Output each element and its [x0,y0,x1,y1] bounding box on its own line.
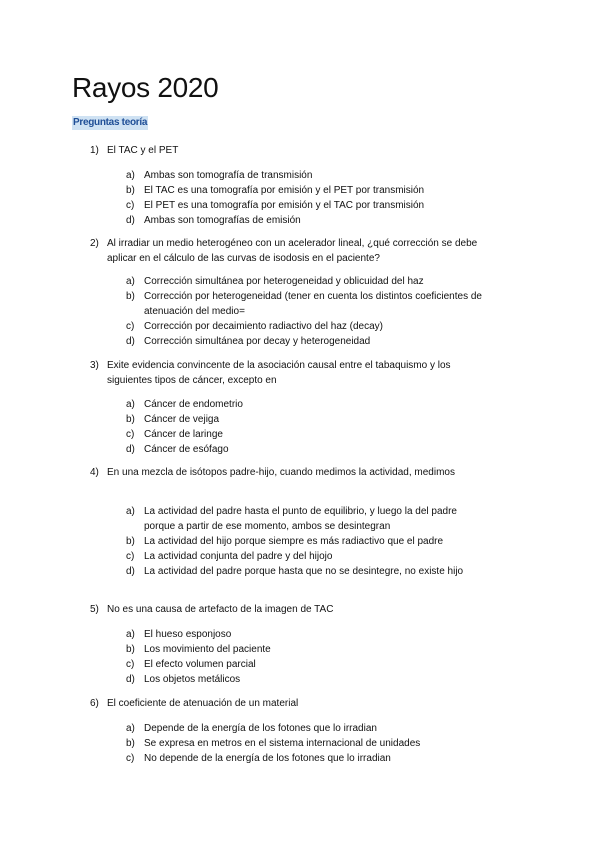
question-text: Exite evidencia convincente de la asociación causal entre el tabaquismo y los siguientes tipos de cáncer, excepto en [107,360,451,386]
question-text: El TAC y el PET [107,145,179,156]
option-letter: a) [126,276,135,287]
option-text: La actividad conjunta del padre y del hijojo [144,551,333,562]
option-letter: b) [126,185,135,196]
question-number: 4) [90,467,99,478]
option-text: Corrección simultánea por heterogeneidad y oblicuidad del haz [144,276,424,287]
section-heading-highlighted[interactable]: Preguntas teoría [73,117,148,128]
option-text: No depende de la energía de los fotones que lo irradian [144,753,391,764]
option-text: Corrección por decaimiento radiactivo del haz (decay) [144,321,384,332]
option-letter: b) [126,738,135,749]
option-text: La actividad del padre porque hasta que no se desintegre, no existe hijo [144,566,464,577]
option-text: El hueso esponjoso [144,629,232,640]
question-text: En una mezcla de isótopos padre-hijo, cuando medimos la actividad, medimos [107,467,455,478]
option-text: Cáncer de vejiga [144,414,220,425]
option-letter: b) [126,414,135,425]
option-letter: a) [126,170,135,181]
option-text: Cáncer de endometrio [144,399,243,410]
question-number: 6) [90,698,99,709]
option-letter: c) [126,659,135,670]
option-letter: d) [126,215,135,226]
option-letter: c) [126,551,135,562]
option-text: Depende de la energía de los fotones que lo irradian [144,723,377,734]
page-title: Rayos 2020 [72,72,219,103]
option-text: El PET es una tomografía por emisión y el TAC por transmisión [144,200,425,211]
option-text: Los movimiento del paciente [144,644,271,655]
option-text: Corrección simultánea por decay y heterogeneidad [144,336,371,347]
question-number: 3) [90,360,99,371]
option-letter: c) [126,753,135,764]
option-letter: b) [126,536,135,547]
option-text: Ambas son tomografía de transmisión [144,170,313,181]
option-text: La actividad del padre hasta el punto de equilibrio, y luego la del padre porque a partir de ese momento, ambos se desintegran [144,506,457,532]
option-letter: a) [126,629,135,640]
option-letter: a) [126,723,135,734]
option-letter: c) [126,429,135,440]
option-letter: c) [126,321,135,332]
option-letter: d) [126,674,135,685]
option-letter: d) [126,444,135,455]
option-letter: a) [126,399,135,410]
option-letter: b) [126,291,135,302]
option-letter: c) [126,200,135,211]
question-number: 2) [90,238,99,249]
option-letter: d) [126,336,135,347]
option-text: El efecto volumen parcial [144,659,256,670]
option-text: La actividad del hijo porque siempre es más radiactivo que el padre [144,536,444,547]
option-text: El TAC es una tomografía por emisión y el PET por transmisión [144,185,425,196]
question-number: 1) [90,145,99,156]
option-text: Se expresa en metros en el sistema internacional de unidades [144,738,421,749]
question-text: El coeficiente de atenuación de un material [107,698,299,709]
option-text: Cáncer de esófago [144,444,229,455]
question-number: 5) [90,604,99,615]
question-text: Al irradiar un medio heterogéneo con un acelerador lineal, ¿qué corrección se debe aplicar en el cálculo de las curvas de isodosis en el paciente? [107,238,478,264]
option-letter: a) [126,506,135,517]
question-text: No es una causa de artefacto de la imagen de TAC [107,604,334,615]
option-text: Los objetos metálicos [144,674,241,685]
option-text: Corrección por heterogeneidad (tener en cuenta los distintos coeficientes de atenuación del medio= [144,291,482,317]
option-letter: b) [126,644,135,655]
option-text: Cáncer de laringe [144,429,223,440]
option-letter: d) [126,566,135,577]
option-text: Ambas son tomografías de emisión [144,215,301,226]
